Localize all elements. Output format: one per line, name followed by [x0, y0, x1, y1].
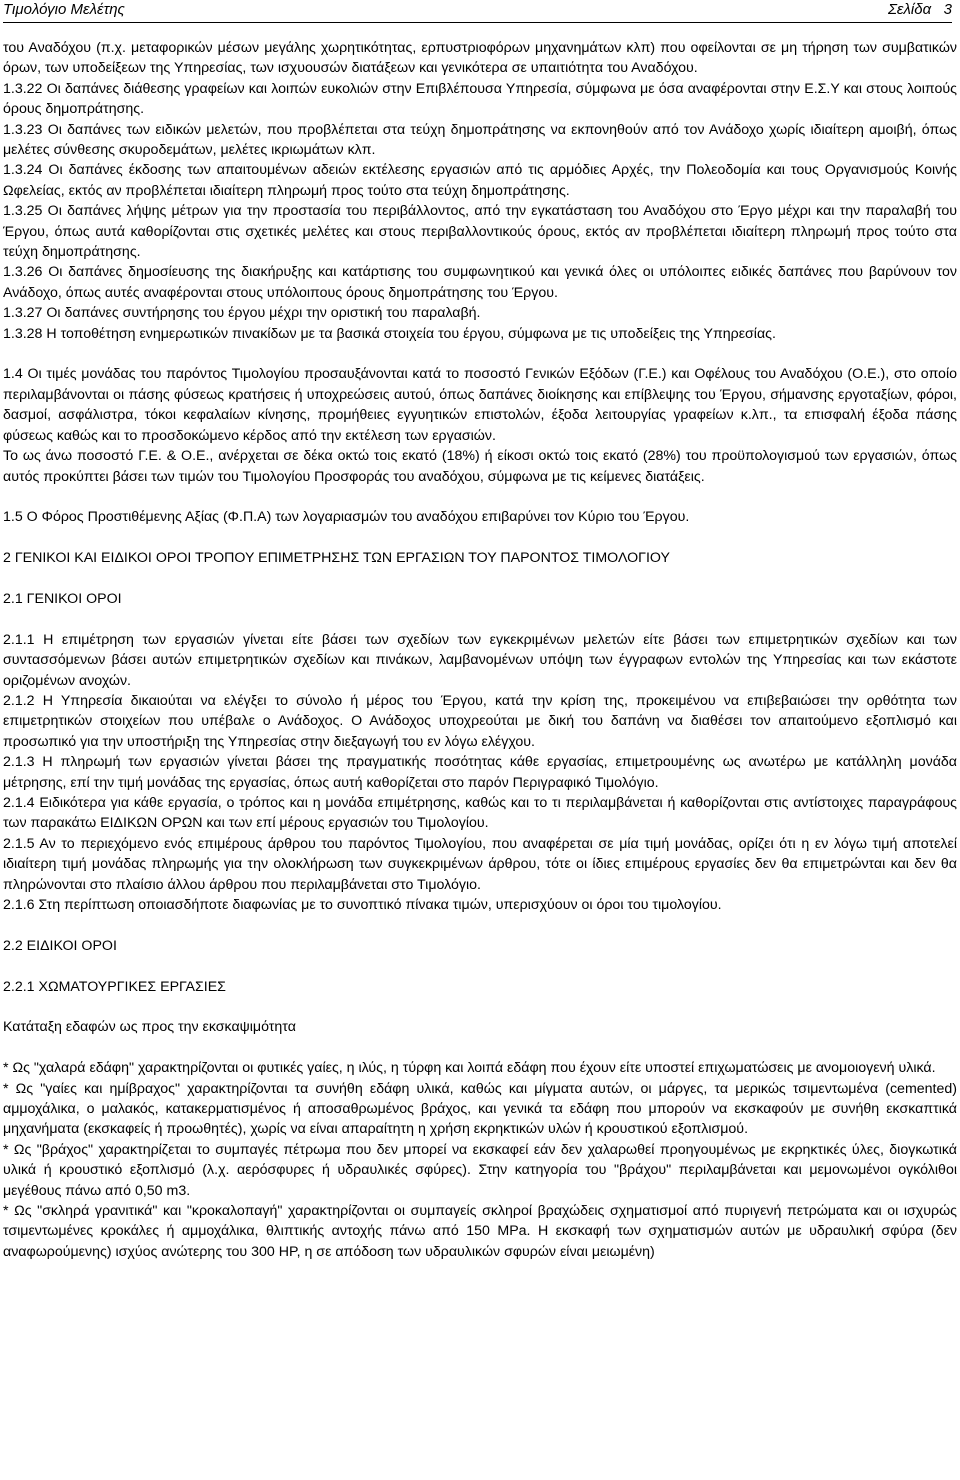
paragraph: 1.3.25 Οι δαπάνες λήψης μέτρων για την προστασία του περιβάλλοντος, από την εγκατάσταση του Αναδόχου στο Έργο μέχρι και την παραλαβή του Έργου, όπως αυτά καθορίζονται στις σχετικές μελέτες και στους περιβαλλοντικούς όρους, εκτός αν προβλέπεται ιδιαίτερη πληρωμή προς τούτο στα τεύχη δημοπράτησης.	[3, 203, 957, 261]
paragraph: 2.1.3 Η πληρωμή των εργασιών γίνεται βάσει της πραγματικής ποσότητας κάθε εργασίας, επιμετρουμένης ως ανωτέρω με κατάλληλη μονάδα μέτρησης, επί την τιμή μονάδας της εργασίας, όπως αυτή καθορίζεται στο παρόν Περιγραφικό Τιμολόγιο.	[3, 754, 957, 791]
page-number: 3	[943, 1, 952, 18]
paragraph: 2.1.2 Η Υπηρεσία δικαιούται να ελέγξει το σύνολο ή μέρος του Έργου, κατά την κρίση της, προκειμένου να επιβεβαιώσει την ορθότητα των επιμετρητικών στοιχείων που υπέβαλε ο Ανάδοχος. Ο Ανάδοχος υποχρεούται με δική του δαπάνη να διαθέσει τον απαιτούμενο εξοπλισμό και προσωπικό για την υποστήριξη της Υπηρεσίας στην διεξαγωγή του εν λόγω ελέγχου.	[3, 692, 957, 750]
paragraph: 2.1.6 Στη περίπτωση οποιασδήποτε διαφωνίας με το συνοπτικό πίνακα τιμών, υπερισχύουν οι όροι του τιμολογίου.	[3, 896, 722, 913]
page-label: Σελίδα	[887, 1, 932, 18]
page-header	[3, 0, 952, 23]
paragraph: 2 ΓΕΝΙΚΟΙ ΚΑΙ ΕΙΔΙΚΟΙ ΟΡΟΙ ΤΡΟΠΟΥ ΕΠΙΜΕΤΡΗΣΗΣ ΤΩΝ ΕΡΓΑΣΙΩΝ ΤΟΥ ΠΑΡΟΝΤΟΣ ΤΙΜΟΛΟΓΙΟΥ	[3, 550, 670, 567]
paragraph: 1.3.23 Οι δαπάνες των ειδικών μελετών, που προβλέπεται στα τεύχη δημοπράτησης να εκπονηθούν από τον Ανάδοχο χωρίς ιδιαίτερη αμοιβή, όπως μελέτες σύνθεσης σκυροδεμάτων, μελέτες ικριωμάτων κλπ.	[3, 121, 957, 159]
paragraph: 1.3.22 Οι δαπάνες διάθεσης γραφείων και λοιπών ευκολιών στην Επιβλέπουσα Υπηρεσία, σύμφωνα με όσα αναφέρονται στην Ε.Σ.Υ και στους λοιπούς όρους δημοπράτησης.	[3, 80, 957, 118]
paragraph: 1.4 Οι τιμές μονάδας του παρόντος Τιμολογίου προσαυξάνονται κατά το ποσοστό Γενικών Εξόδων (Γ.Ε.) και Οφέλους του Αναδόχου (Ο.Ε.), στο οποίο περιλαμβάνονται οι πάσης φύσεως κρατήσεις ή υποχρεώσεις αυτού, όπως δαπάνες διοίκησης και επίβλεψης του Έργου, σήμανσης εργοταξίων, φόροι, δασμοί, ασφάλιστρα, τόκοι κεφαλαίων κίνησης, προμήθειες εγγυητικών επιστολών, έξοδα λειτουργίας γραφείων κ.λπ., τα επισφαλή έξοδα πάσης φύσεως καθώς και το προσδοκώμενο κέρδος από την εκτέλεση των εργασιών.	[3, 366, 957, 444]
paragraph: 1.3.28 Η τοποθέτηση ενημερωτικών πινακίδων με τα βασικά στοιχεία του έργου, σύμφωνα με τις υποδείξεις της Υπηρεσίας.	[3, 325, 776, 342]
paragraph: Κατάταξη εδαφών ως προς την εκσκαψιμότητα	[3, 1019, 296, 1036]
paragraph: 2.1.5 Αν το περιεχόμενο ενός επιμέρους άρθρου του παρόντος Τιμολογίου, που αναφέρεται σε μία τιμή μονάδας, ορίζει ότι η εν λόγω τιμή αποτελεί ιδιαίτερη τιμή μονάδας πληρωμής για την ολοκλήρωση των συγκεκριμένων άρθρου, τότε οι ίδιες επιμέρους εργασίες δεν θα επιμετρώνται και δεν θα πληρώνονται στο πλαίσιο άλλου άρθρου που περιλαμβάνεται στο Τιμολόγιο.	[3, 835, 957, 893]
paragraph: 2.2.1 ΧΩΜΑΤΟΥΡΓΙΚΕΣ ΕΡΓΑΣΙΕΣ	[3, 978, 226, 995]
paragraph: * Ως "σκληρά γρανιτικά" και "κροκαλοπαγή" χαρακτηρίζονται οι συμπαγείς σκληροί βραχώδεις σχηματισμοί από πυριγενή πετρώματα και οι ισχυρώς τσιμεντωμένες κροκάλες ή αμμοχάλικα, θλιπτικής αντοχής πάνω από 150 MPa. Η εκσκαφή των σχηματισμών αυτών με υδραυλική σφύρα (δεν αναφωρούμενης) ισχύος ανώτερης του 300 HP, η σε απόδοση των υδραυλικών σφυρών είναι μειωμένη)	[3, 1203, 957, 1260]
document-title: Τιμολόγιο Μελέτης	[3, 1, 125, 18]
paragraph: Το ως άνω ποσοστό Γ.Ε. & Ο.Ε., ανέρχεται σε δέκα οκτώ τοις εκατό (18%) ή είκοσι οκτώ τοις εκατό (28%) του προϋπολογισμού των εργασιών, όπως αυτός προκύπτει βάσει των τιμών του Τιμολογίου Προσφοράς του αναδόχου, σύμφωνα με τις κείμενες διατάξεις.	[3, 448, 957, 485]
paragraph: 2.1.4 Ειδικότερα για κάθε εργασία, ο τρόπος και η μονάδα επιμέτρησης, καθώς και το τι περιλαμβάνεται ή καθορίζονται στις αντίστοιχες παραγράφους των παρακάτω ΕΙΔΙΚΩΝ ΟΡΩΝ και των επί μέρους εργασιών του Τιμολογίου.	[3, 794, 957, 832]
paragraph: * Ως "χαλαρά εδάφη" χαρακτηρίζονται οι φυτικές γαίες, η ιλύς, η τύρφη και λοιπά εδάφη που έχουν είτε υποστεί επιχωματώσεις με ανομοιογενή υλικά.	[3, 1060, 936, 1077]
paragraph: του Αναδόχου (π.χ. μεταφορικών μέσων μεγάλης χωρητικότητας, ερπυστριοφόρων μηχανημάτων κλπ) που οφείλονται σε μη τήρηση των συμβατικών όρων, των υποδείξεων της Υπηρεσίας, των ισχυουσών διατάξεων και γενικότερα σε υπαιτιότητα του Αναδόχου.	[3, 40, 957, 77]
paragraph: 2.1.1 Η επιμέτρηση των εργασιών γίνεται είτε βάσει των σχεδίων των εγκεκριμένων μελετών είτε βάσει των επιμετρητικών σχεδίων και των συντασσόμενων βάσει αυτών επιμετρητικών σχεδίων και πινάκων, λαμβανομένων υπόψη των έγγραφων εντολών της Υπηρεσίας και των εκάστοτε οριζομένων ανοχών.	[3, 631, 957, 689]
document-body	[3, 38, 957, 1262]
paragraph: * Ως "βράχος" χαρακτηρίζεται το συμπαγές πέτρωμα που δεν μπορεί να εκσκαφεί εάν δεν χαλαρωθεί προηγουμένως με εκρηκτικές ύλες, διογκωτικά υλικά ή κρουστικό εξοπλισμό (λ.χ. αερόσφυρες ή υδραυλικές σφύρες). Στην κατηγορία του "βράχου" περιλαμβάνεται και μεμονωμένοι ογκόλιθοι μεγέθους πάνω από 0,50 m3.	[3, 1141, 957, 1199]
paragraph: 1.5 Ο Φόρος Προστιθέμενης Αξίας (Φ.Π.Α) των λογαριασμών του αναδόχου επιβαρύνει τον Κύριο του Έργου.	[3, 509, 690, 526]
paragraph: 2.2 ΕΙΔΙΚΟΙ ΟΡΟΙ	[3, 937, 117, 954]
page-indicator	[888, 0, 952, 20]
paragraph: 1.3.26 Οι δαπάνες δημοσίευσης της διακήρυξης και κατάρτισης του συμφωνητικού και γενικά όλες οι υπόλοιπες ειδικές δαπάνες που βαρύνουν τον Ανάδοχο, όπως αυτές αναφέρονται στους υπόλοιπους όρους δημοπράτησης του Έργου.	[3, 264, 957, 301]
paragraph: 2.1 ΓΕΝΙΚΟΙ ΟΡΟΙ	[3, 590, 122, 607]
paragraph: * Ως "γαίες και ημίβραχος" χαρακτηρίζονται τα συνήθη εδάφη υλικά, καθώς και μίγματα αυτών, οι μάργες, τα μερικώς τσιμεντωμένα (cemented) αμμοχάλικα, ο μαλακός, κατακερματισμένος ή αποσαθρωμένος βράχος, και γενικά τα εδάφη που μπορούν να εκσκαφούν με συνήθη εκσκαπτικά μηχανήματα (εκσκαφείς ή προωθητές), χωρίς να είναι απαραίτητη η χρήση εκρηκτικών υλών ή κρουστικού εξοπλισμού.	[3, 1080, 957, 1138]
paragraph: 1.3.24 Οι δαπάνες έκδοσης των απαιτουμένων αδειών εκτέλεσης εργασιών από τις αρμόδιες Αρχές, την Πολεοδομία και τους Οργανισμούς Κοινής Ωφελείας, εκτός αν προβλέπεται ιδιαίτερη πληρωμή προς τούτο στα τεύχη δημοπράτησης.	[3, 162, 957, 199]
paragraph: 1.3.27 Οι δαπάνες συντήρησης του έργου μέχρι την οριστική του παραλαβή.	[3, 305, 481, 322]
